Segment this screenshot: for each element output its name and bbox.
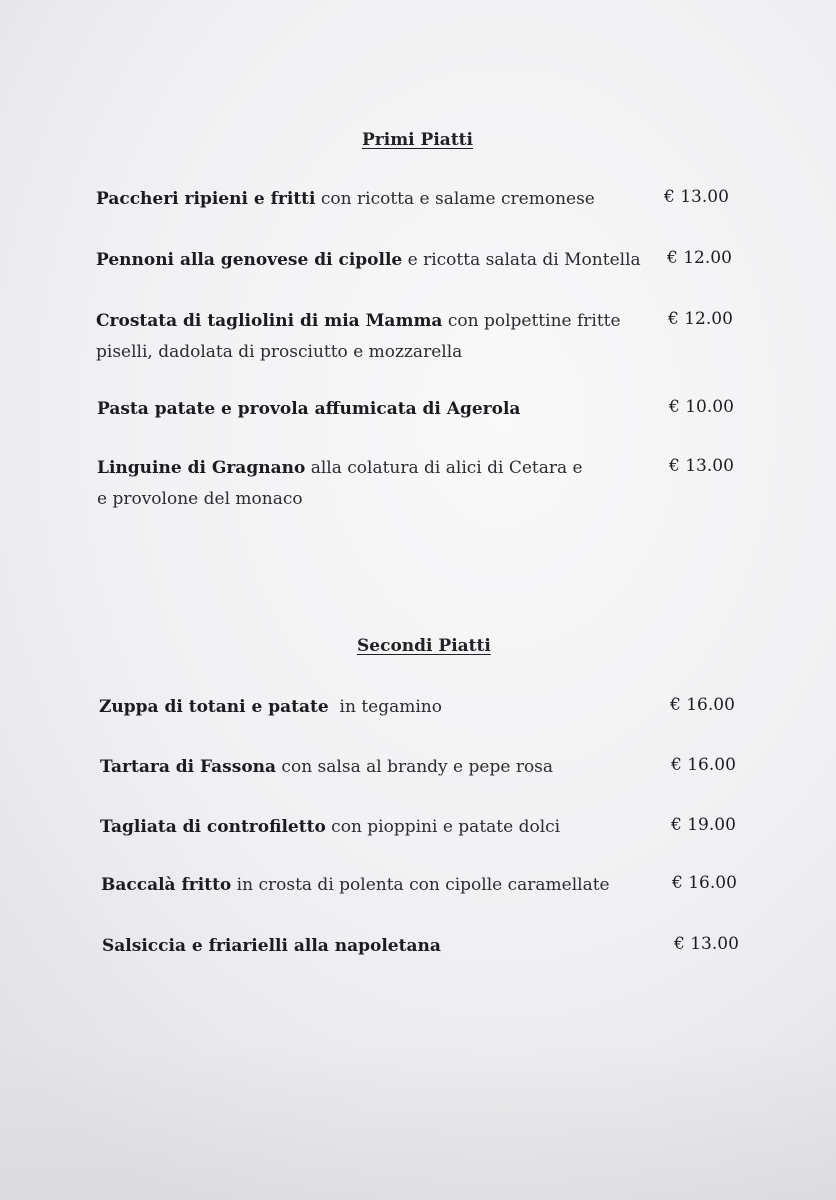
dish-price: € 12.00 bbox=[667, 248, 732, 268]
dish-description: con polpettine fritte bbox=[442, 311, 621, 331]
menu-item bbox=[97, 394, 657, 425]
dish-description: con pioppini e patate dolci bbox=[325, 817, 561, 837]
dish-description: e ricotta salata di Montella bbox=[402, 250, 641, 270]
dish-name: Tagliata di controfiletto bbox=[100, 817, 326, 837]
menu-item bbox=[101, 870, 661, 901]
dish-description-continued: piselli, dadolata di prosciutto e mozzarella bbox=[96, 342, 463, 362]
dish-name: Tartara di Fassona bbox=[100, 757, 277, 777]
dish-description: alla colatura di alici di Cetara e bbox=[305, 458, 583, 478]
dish-name: Salsiccia e friarielli alla napoletana bbox=[102, 936, 441, 956]
menu-item bbox=[96, 245, 656, 276]
dish-description: in tegamino bbox=[328, 697, 442, 717]
dish-price: € 13.00 bbox=[669, 456, 734, 476]
dish-price: € 13.00 bbox=[664, 187, 729, 207]
dish-price: € 16.00 bbox=[670, 695, 735, 715]
menu-item bbox=[96, 184, 656, 215]
dish-name: Pasta patate e provola affumicata di Agerola bbox=[97, 399, 521, 419]
dish-description: con salsa al brandy e pepe rosa bbox=[276, 757, 554, 777]
dish-name: Baccalà fritto bbox=[101, 875, 232, 895]
dish-price: € 12.00 bbox=[668, 309, 733, 329]
dish-name: Paccheri ripieni e fritti bbox=[96, 189, 316, 209]
dish-price: € 19.00 bbox=[671, 815, 736, 835]
dish-price: € 10.00 bbox=[669, 397, 734, 417]
dish-name: Zuppa di totani e patate bbox=[99, 697, 329, 717]
menu-item bbox=[99, 692, 659, 723]
menu-item bbox=[97, 453, 657, 515]
dish-price: € 13.00 bbox=[674, 934, 739, 954]
menu-item bbox=[100, 752, 660, 783]
dish-name: Linguine di Gragnano bbox=[97, 458, 306, 478]
dish-description-continued: e provolone del monaco bbox=[97, 489, 303, 509]
dish-description: con ricotta e salame cremonese bbox=[315, 189, 595, 209]
menu-item bbox=[102, 931, 662, 962]
dish-name: Pennoni alla genovese di cipolle bbox=[96, 250, 403, 270]
menu-item bbox=[100, 812, 660, 843]
section-title-primi: Primi Piatti bbox=[362, 130, 473, 150]
dish-description: in crosta di polenta con cipolle caramellate bbox=[231, 875, 610, 895]
dish-name: Crostata di tagliolini di mia Mamma bbox=[96, 311, 443, 331]
dish-price: € 16.00 bbox=[671, 755, 736, 775]
section-title-secondi: Secondi Piatti bbox=[357, 636, 491, 656]
dish-price: € 16.00 bbox=[672, 873, 737, 893]
menu-item bbox=[96, 306, 656, 368]
